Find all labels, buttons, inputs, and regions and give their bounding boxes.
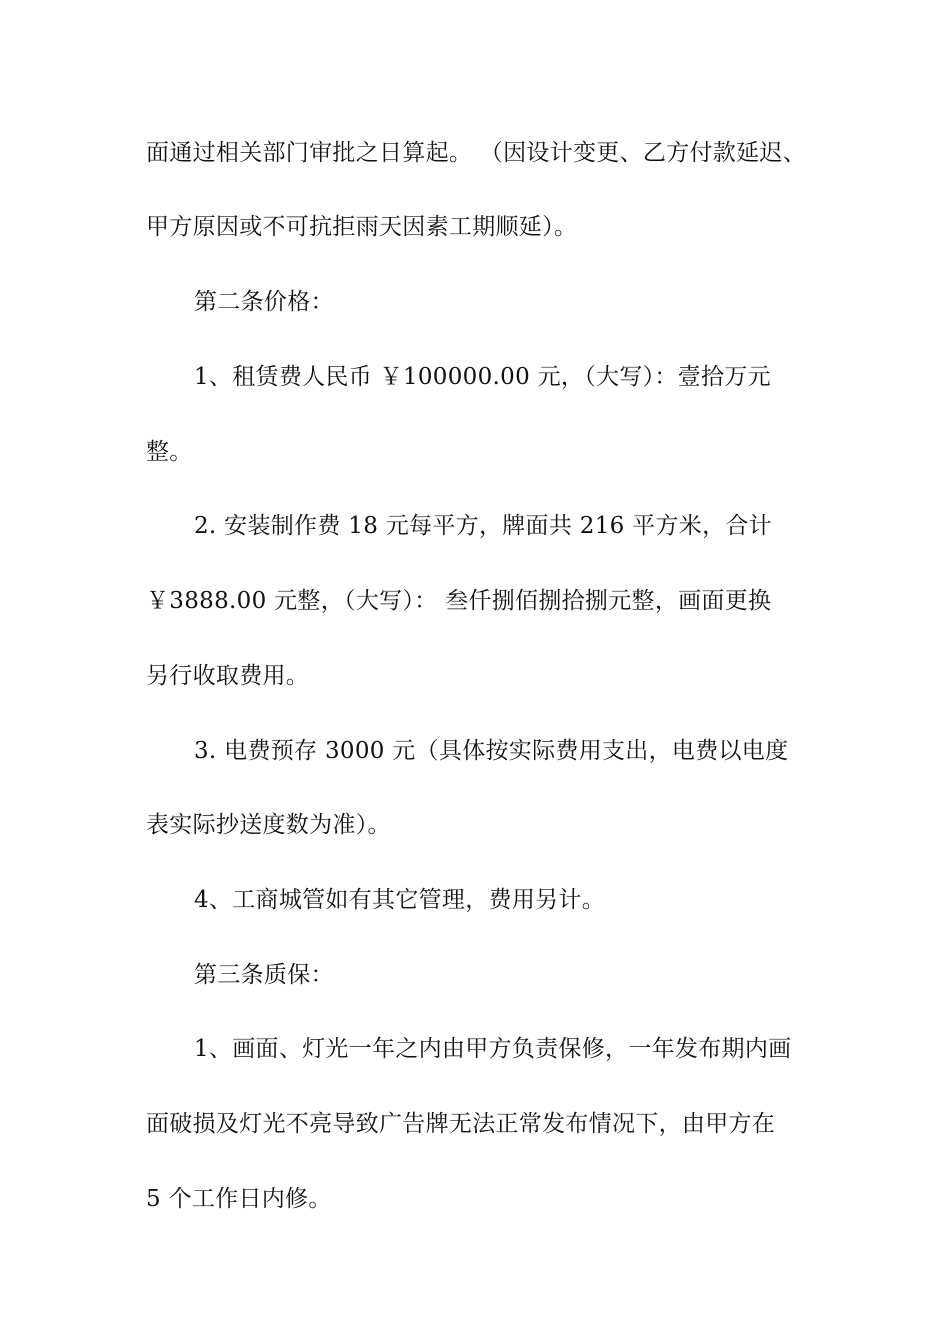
text-line-7: ￥3888.00 元整，（大写）： 叁仟捌佰捌拾捌元整，画面更换 bbox=[146, 588, 772, 614]
text-line-15: 5 个工作日内修。 bbox=[146, 1186, 332, 1212]
text-line-10: 表实际抄送度数为准）。 bbox=[146, 812, 391, 838]
text-line-13: 1、画面、灯光一年之内由甲方负责保修，一年发布期内画 bbox=[194, 1036, 792, 1062]
text-line-11: 4、工商城管如有其它管理，费用另计。 bbox=[194, 887, 606, 913]
text-line-6: 2. 安装制作费 18 元每平方，牌面共 216 平方米，合计 bbox=[194, 513, 772, 539]
text-line-1: 面通过相关部门审批之日算起。 （因设计变更、乙方付款延迟、 bbox=[146, 140, 807, 166]
section-heading-price: 第二条价格： bbox=[194, 289, 334, 315]
text-line-9: 3. 电费预存 3000 元（具体按实际费用支出，电费以电度 bbox=[194, 738, 789, 764]
section-heading-warranty: 第三条质保： bbox=[194, 962, 334, 988]
text-line-4: 1、租赁费人民币 ￥100000.00 元，（大写）：壹拾万元 bbox=[194, 364, 771, 390]
text-line-14: 面破损及灯光不亮导致广告牌无法正常发布情况下，由甲方在 bbox=[146, 1111, 776, 1137]
text-line-5: 整。 bbox=[146, 439, 193, 465]
text-line-2: 甲方原因或不可抗拒雨天因素工期顺延）。 bbox=[146, 214, 578, 240]
text-line-8: 另行收取费用。 bbox=[146, 663, 310, 689]
